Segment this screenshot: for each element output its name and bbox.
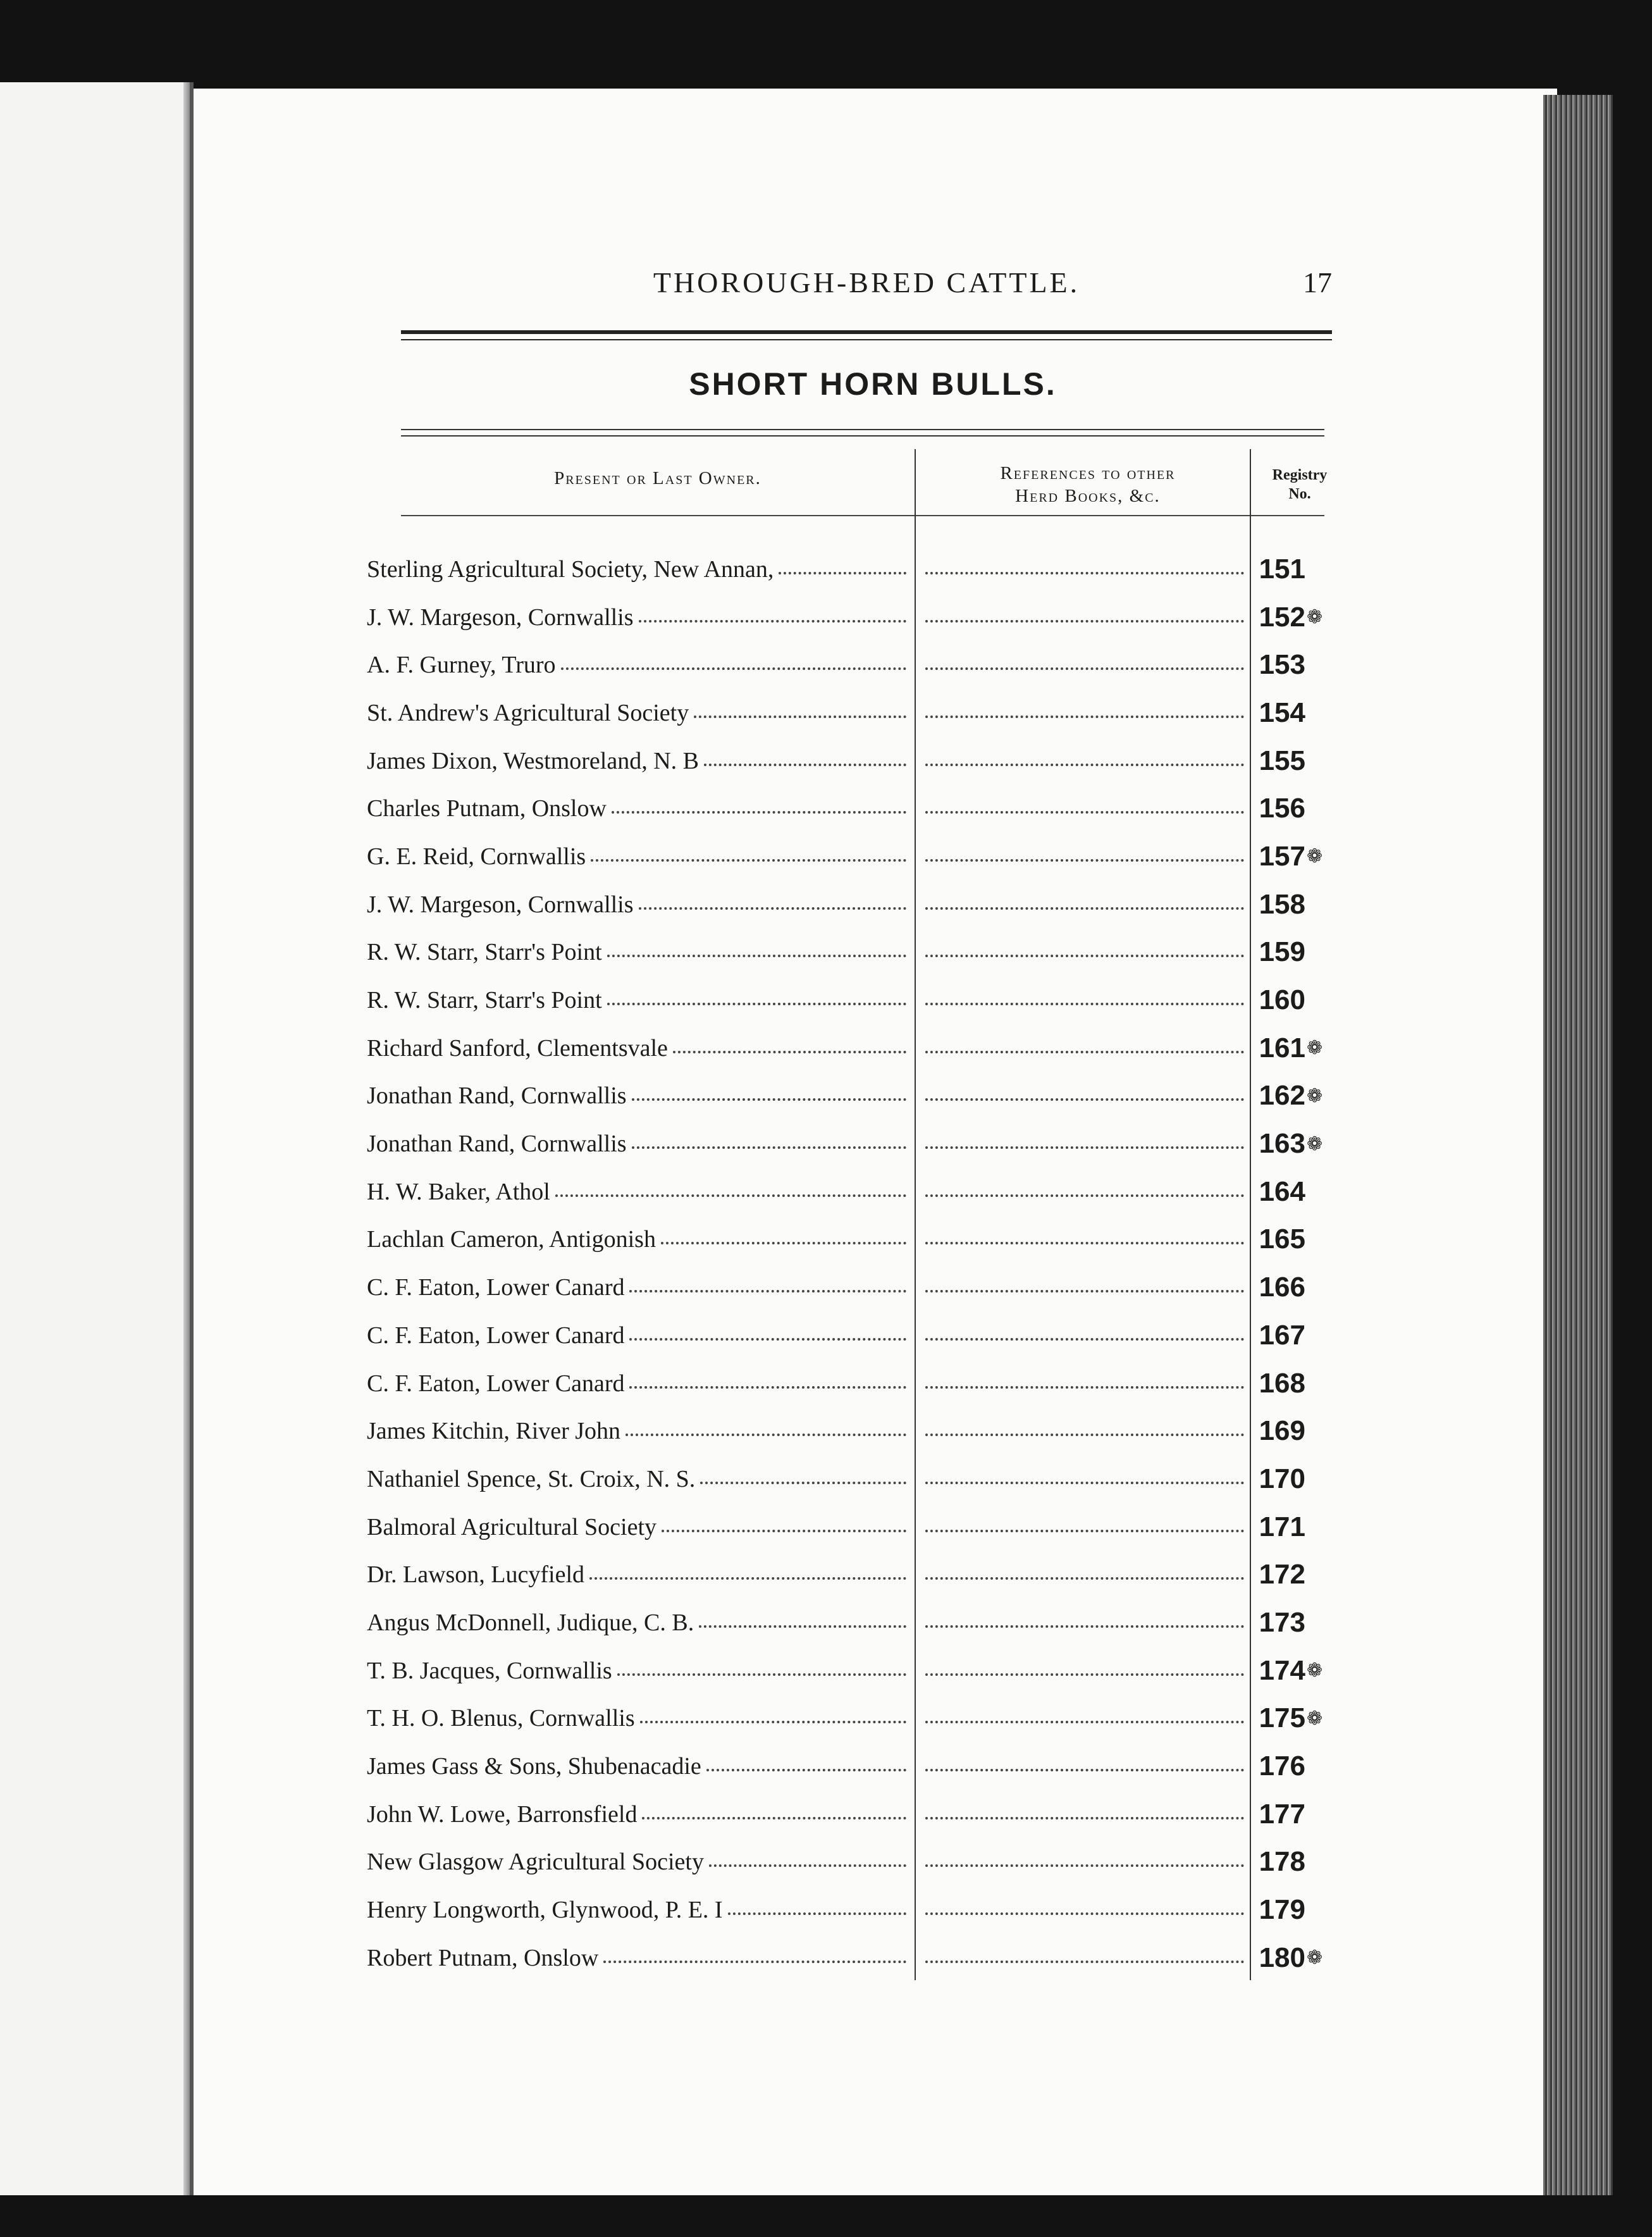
owner-cell [367, 1944, 913, 1972]
owner-cell [367, 986, 913, 1014]
registry-number: 152 [1259, 601, 1305, 633]
registry-number-cell [1252, 1463, 1353, 1495]
dot-leader [629, 1379, 906, 1389]
table-row [367, 976, 1353, 1024]
registry-number-cell [1252, 1128, 1353, 1160]
owner-cell [367, 1752, 913, 1780]
dot-leader [706, 1761, 906, 1771]
registry-number-cell [1252, 649, 1353, 681]
references-cell [913, 1043, 1252, 1053]
owner-name: Balmoral Agricultural Society [367, 1513, 657, 1540]
registry-number: 154 [1259, 697, 1305, 728]
dot-leader [925, 1330, 1244, 1341]
table-row [367, 737, 1353, 785]
table-row [367, 641, 1353, 689]
registry-number-cell [1252, 936, 1353, 968]
dot-leader [925, 1857, 1244, 1867]
table-row [367, 1168, 1353, 1216]
dot-leader [925, 708, 1244, 718]
dot-leader [700, 1474, 906, 1484]
references-cell [913, 1905, 1252, 1915]
registry-number: 170 [1259, 1463, 1305, 1494]
owner-name: Dr. Lawson, Lucyfield [367, 1561, 585, 1589]
registry-number: 159 [1259, 936, 1305, 968]
references-cell [913, 1713, 1252, 1723]
owner-name: James Dixon, Westmoreland, N. B [367, 747, 700, 774]
owner-cell [367, 555, 913, 583]
registry-number-cell [1252, 1032, 1353, 1064]
owner-name: Robert Putnam, Onslow [367, 1944, 599, 1971]
dot-leader [925, 564, 1244, 574]
registry-number: 165 [1259, 1224, 1305, 1255]
table-row [367, 1742, 1353, 1790]
registry-number-cell [1252, 1559, 1353, 1590]
registry-number-cell [1252, 1368, 1353, 1399]
owner-name: Jonathan Rand, Cornwallis [367, 1131, 627, 1158]
section-title: SHORT HORN BULLS. [689, 366, 1057, 402]
dot-leader [925, 1474, 1244, 1484]
dot-leader [925, 756, 1244, 766]
references-cell [913, 1522, 1252, 1532]
owner-cell [367, 699, 913, 727]
table-row [367, 1072, 1353, 1120]
references-cell [913, 1426, 1252, 1436]
registry-number: 171 [1259, 1511, 1305, 1542]
dot-leader [603, 1953, 906, 1963]
registry-number-cell [1252, 1751, 1353, 1782]
owner-cell [367, 1561, 913, 1589]
registry-table [367, 545, 1353, 1982]
owner-name: G. E. Reid, Cornwallis [367, 843, 586, 870]
registry-number: 178 [1259, 1846, 1305, 1878]
table-row [367, 1838, 1353, 1887]
owner-cell [367, 1513, 913, 1541]
owner-name: H. W. Baker, Athol [367, 1178, 550, 1205]
references-cell [913, 564, 1252, 574]
table-row [367, 1120, 1353, 1168]
imported-mark-icon: ❁ [1307, 1660, 1323, 1682]
registry-number: 179 [1259, 1894, 1305, 1926]
registry-number: 174 [1259, 1654, 1305, 1686]
table-top-rule [401, 429, 1324, 430]
owner-name: New Glasgow Agricultural Society [367, 1849, 704, 1876]
owner-cell [367, 651, 913, 679]
registry-number: 162 [1259, 1080, 1305, 1112]
dot-leader [589, 1570, 906, 1580]
owner-cell [367, 1609, 913, 1637]
registry-number: 164 [1259, 1175, 1305, 1207]
owner-name: C. F. Eaton, Lower Canard [367, 1370, 625, 1397]
references-cell [913, 1139, 1252, 1149]
imported-mark-icon: ❁ [1307, 1133, 1323, 1155]
registry-number: 167 [1259, 1319, 1305, 1351]
table-row [367, 1934, 1353, 1982]
dot-leader [591, 852, 906, 862]
owner-cell [367, 1704, 913, 1732]
dot-leader [662, 1522, 906, 1532]
table-row [367, 1599, 1353, 1647]
owner-cell [367, 1800, 913, 1828]
references-cell [913, 852, 1252, 862]
dot-leader [925, 1187, 1244, 1197]
dot-leader [561, 660, 906, 670]
registry-number-cell [1252, 1415, 1353, 1447]
owner-cell [367, 1657, 913, 1685]
owner-cell [367, 1273, 913, 1301]
dot-leader [661, 1234, 906, 1244]
dot-leader [699, 1618, 906, 1628]
page-stack-edge [1543, 95, 1613, 2195]
dot-leader [925, 1618, 1244, 1628]
dot-leader [925, 1809, 1244, 1819]
imported-mark-icon: ❁ [1307, 607, 1323, 628]
owner-name: Nathaniel Spence, St. Croix, N. S. [367, 1465, 696, 1492]
table-row [367, 1024, 1353, 1072]
references-cell [913, 1761, 1252, 1771]
registry-number: 169 [1259, 1415, 1305, 1447]
registry-number-cell [1252, 841, 1353, 872]
owner-cell [367, 1465, 913, 1493]
table-row [367, 1695, 1353, 1743]
header-rule-thin [401, 339, 1332, 340]
dot-leader [925, 1282, 1244, 1292]
owner-cell [367, 891, 913, 919]
registry-number: 163 [1259, 1128, 1305, 1160]
registry-number-cell [1252, 1942, 1353, 1974]
table-row [367, 593, 1353, 641]
registry-number: 153 [1259, 649, 1305, 681]
owner-name: Jonathan Rand, Cornwallis [367, 1082, 627, 1110]
owner-name: Richard Sanford, Clementsvale [367, 1034, 668, 1062]
column-header-owner: Present or Last Owner. [554, 468, 761, 488]
dot-leader [925, 1953, 1244, 1963]
registry-number: 180 [1259, 1942, 1305, 1973]
owner-name: James Kitchin, River John [367, 1418, 621, 1445]
table-row [367, 545, 1353, 593]
registry-number: 175 [1259, 1702, 1305, 1734]
registry-number: 168 [1259, 1367, 1305, 1399]
owner-cell [367, 1896, 913, 1924]
owner-cell [367, 1370, 913, 1397]
dot-leader [632, 1091, 906, 1101]
registry-number: 160 [1259, 984, 1305, 1016]
registry-number: 155 [1259, 745, 1305, 776]
references-cell [913, 756, 1252, 766]
owner-cell [367, 1848, 913, 1876]
column-header-registry-line1: Registry [1272, 467, 1328, 483]
references-cell [913, 947, 1252, 957]
facing-page-edge [0, 82, 194, 2195]
registry-number-cell [1252, 745, 1353, 777]
table-row [367, 1790, 1353, 1838]
registry-number: 173 [1259, 1606, 1305, 1638]
dot-leader [925, 1426, 1244, 1436]
running-head: THOROUGH-BRED CATTLE. [653, 266, 1080, 299]
owner-cell [367, 1417, 913, 1445]
owner-cell [367, 843, 913, 871]
registry-number: 172 [1259, 1559, 1305, 1590]
references-cell [913, 1570, 1252, 1580]
table-row [367, 1407, 1353, 1455]
registry-number-cell [1252, 1511, 1353, 1543]
registry-number-cell [1252, 1176, 1353, 1208]
owner-cell [367, 1225, 913, 1253]
table-row [367, 1551, 1353, 1599]
owner-cell [367, 1178, 913, 1206]
dot-leader [728, 1905, 906, 1915]
imported-mark-icon: ❁ [1307, 1707, 1323, 1729]
registry-number: 166 [1259, 1272, 1305, 1303]
references-cell [913, 660, 1252, 670]
registry-number: 157 [1259, 840, 1305, 872]
dot-leader [642, 1809, 906, 1819]
table-row [367, 1360, 1353, 1408]
dot-leader [925, 1043, 1244, 1053]
dot-leader [925, 1379, 1244, 1389]
dot-leader [640, 1713, 906, 1723]
dot-leader [639, 900, 906, 910]
table-row [367, 1503, 1353, 1551]
imported-mark-icon: ❁ [1307, 1038, 1323, 1059]
dot-leader [925, 1713, 1244, 1723]
registry-number-cell [1252, 1846, 1353, 1878]
dot-leader [632, 1139, 906, 1149]
registry-number-cell [1252, 554, 1353, 585]
owner-name: C. F. Eaton, Lower Canard [367, 1322, 625, 1349]
column-header-references-line2: Herd Books, &c. [1015, 486, 1161, 506]
registry-number-cell [1252, 697, 1353, 729]
owner-cell [367, 1130, 913, 1158]
table-row [367, 881, 1353, 929]
references-cell [913, 1187, 1252, 1197]
registry-number: 151 [1259, 553, 1305, 585]
owner-name: T. H. O. Blenus, Cornwallis [367, 1705, 635, 1732]
registry-number-cell [1252, 1320, 1353, 1351]
column-header-registry-line2: No. [1288, 486, 1311, 502]
registry-number-cell [1252, 1799, 1353, 1830]
registry-number: 161 [1259, 1032, 1305, 1063]
owner-name: A. F. Gurney, Truro [367, 652, 556, 679]
registry-number-cell [1252, 793, 1353, 824]
dot-leader [629, 1282, 906, 1292]
owner-name: Henry Longworth, Glynwood, P. E. I [367, 1897, 723, 1924]
dot-leader [673, 1043, 906, 1053]
owner-name: R. W. Starr, Starr's Point [367, 987, 602, 1014]
table-row [367, 784, 1353, 833]
dot-leader [617, 1666, 906, 1676]
page-number: 17 [1303, 266, 1332, 299]
table-row [367, 1647, 1353, 1695]
registry-number: 156 [1259, 793, 1305, 824]
registry-number-cell [1252, 1272, 1353, 1303]
dot-leader [925, 1666, 1244, 1676]
registry-number-cell [1252, 1607, 1353, 1639]
owner-name: Charles Putnam, Onslow [367, 795, 607, 822]
owner-cell [367, 1034, 913, 1062]
registry-number-cell [1252, 1655, 1353, 1687]
dot-leader [925, 900, 1244, 910]
dot-leader [607, 995, 906, 1005]
dot-leader [629, 1330, 906, 1341]
table-row [367, 1886, 1353, 1934]
dot-leader [925, 947, 1244, 957]
dot-leader [612, 803, 906, 814]
table-row [367, 1263, 1353, 1311]
dot-leader [925, 1091, 1244, 1101]
references-cell [913, 1953, 1252, 1963]
references-cell [913, 995, 1252, 1005]
owner-cell [367, 747, 913, 775]
dot-leader [626, 1426, 906, 1436]
references-cell [913, 708, 1252, 718]
table-row [367, 833, 1353, 881]
references-cell [913, 1330, 1252, 1341]
imported-mark-icon: ❁ [1307, 1947, 1323, 1969]
owner-cell [367, 795, 913, 822]
references-cell [913, 1809, 1252, 1819]
dot-leader [925, 803, 1244, 814]
owner-name: T. B. Jacques, Cornwallis [367, 1657, 612, 1684]
registry-number-cell [1252, 1702, 1353, 1734]
references-cell [913, 1282, 1252, 1292]
table-row [367, 1311, 1353, 1360]
dot-leader [704, 756, 906, 766]
owner-name: Lachlan Cameron, Antigonish [367, 1226, 656, 1253]
table-row [367, 689, 1353, 737]
dot-leader [925, 1139, 1244, 1149]
table-row [367, 1216, 1353, 1264]
owner-cell [367, 604, 913, 631]
owner-name: R. W. Starr, Starr's Point [367, 939, 602, 966]
registry-number: 177 [1259, 1798, 1305, 1830]
dot-leader [639, 612, 906, 623]
registry-number-cell [1252, 1894, 1353, 1926]
references-cell [913, 1234, 1252, 1244]
dot-leader [925, 1905, 1244, 1915]
header-rule-thick [401, 330, 1332, 334]
owner-name: John W. Lowe, Barronsfield [367, 1800, 638, 1828]
references-cell [913, 612, 1252, 623]
dot-leader [925, 660, 1244, 670]
registry-number: 158 [1259, 888, 1305, 920]
owner-name: C. F. Eaton, Lower Canard [367, 1274, 625, 1301]
column-header-references [917, 462, 1259, 507]
dot-leader [555, 1187, 906, 1197]
owner-name: Angus McDonnell, Judique, C. B. [367, 1609, 694, 1636]
dot-leader [925, 1570, 1244, 1580]
registry-number-cell [1252, 1080, 1353, 1112]
registry-number-cell [1252, 1224, 1353, 1255]
table-row [367, 929, 1353, 977]
owner-cell [367, 1082, 913, 1110]
references-cell [913, 900, 1252, 910]
owner-name: J. W. Margeson, Cornwallis [367, 891, 634, 918]
owner-name: J. W. Margeson, Cornwallis [367, 604, 634, 631]
table-row [367, 1455, 1353, 1503]
registry-number: 176 [1259, 1751, 1305, 1782]
owner-name: James Gass & Sons, Shubenacadie [367, 1753, 701, 1780]
references-cell [913, 1091, 1252, 1101]
owner-cell [367, 1322, 913, 1349]
registry-number-cell [1252, 984, 1353, 1016]
dot-leader [925, 995, 1244, 1005]
references-cell [913, 1857, 1252, 1867]
registry-number-cell [1252, 889, 1353, 920]
dot-leader [925, 1761, 1244, 1771]
imported-mark-icon: ❁ [1307, 1085, 1323, 1106]
binding-shadow [183, 82, 190, 2195]
imported-mark-icon: ❁ [1307, 846, 1323, 867]
dot-leader [925, 852, 1244, 862]
dot-leader [779, 564, 906, 574]
references-cell [913, 803, 1252, 814]
references-cell [913, 1666, 1252, 1676]
owner-cell [367, 938, 913, 966]
references-cell [913, 1379, 1252, 1389]
table-top-rule-2 [401, 435, 1324, 437]
dot-leader [694, 708, 906, 718]
dot-leader [925, 1522, 1244, 1532]
dot-leader [925, 612, 1244, 623]
owner-name: St. Andrew's Agricultural Society [367, 699, 689, 726]
references-cell [913, 1618, 1252, 1628]
registry-number-cell [1252, 602, 1353, 633]
column-header-registry [1259, 466, 1341, 504]
dot-leader [925, 1234, 1244, 1244]
column-header-rule [401, 515, 1324, 516]
dot-leader [607, 947, 906, 957]
dot-leader [709, 1857, 906, 1867]
references-cell [913, 1474, 1252, 1484]
owner-name: Sterling Agricultural Society, New Annan, [367, 555, 774, 583]
column-header-references-line1: References to other [1000, 463, 1176, 483]
